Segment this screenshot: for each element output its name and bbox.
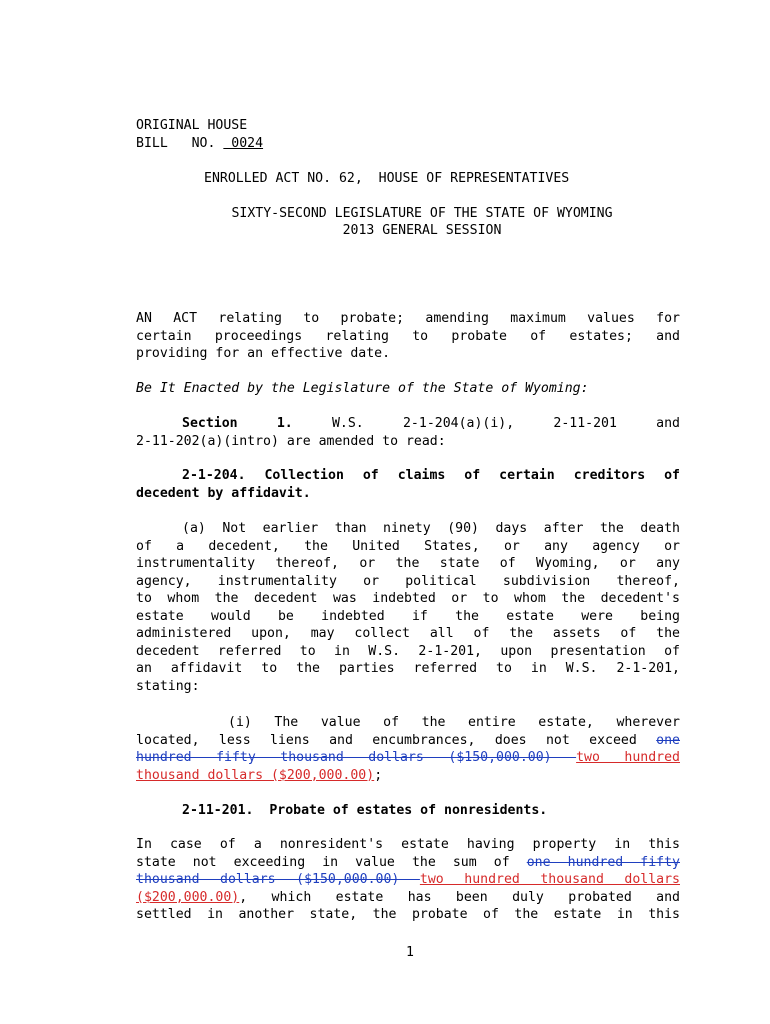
paragraph-line: settled in another state, the probate of the estate in this bbox=[136, 907, 680, 922]
paragraph-line bbox=[136, 749, 680, 767]
deleted-text: one hundred fifty bbox=[526, 854, 680, 870]
page-number: 1 bbox=[406, 945, 414, 960]
section-1-line: 2-11-202(a)(intro) are amended to read: bbox=[136, 433, 446, 449]
act-title bbox=[136, 310, 680, 363]
bill-label: BILL NO. bbox=[136, 136, 224, 151]
heading-line: 2-1-204. Collection of claims of certain creditors of bbox=[182, 468, 680, 483]
section-1-label: Section 1. bbox=[182, 416, 293, 431]
inserted-text: two hundred bbox=[576, 750, 680, 765]
deleted-text: thousand dollars ($150,000.00) bbox=[136, 872, 420, 887]
paragraph-line: to whom the decedent was indebted or to whom the decedent's bbox=[136, 591, 680, 606]
paragraph-line: In case of a nonresident's estate having property in this bbox=[136, 837, 680, 852]
section-1-line bbox=[136, 415, 680, 433]
paragraph-text: located, less liens and encumbrances, does not exceed bbox=[136, 732, 657, 748]
paragraph-line: instrumentality thereof, or the state of Wyoming, or any bbox=[136, 556, 680, 571]
paragraph-line bbox=[136, 871, 680, 889]
section-1 bbox=[136, 415, 680, 450]
paragraph-text: ; bbox=[374, 767, 383, 783]
paragraph-line: stating: bbox=[136, 678, 200, 694]
legislature-line: SIXTY-SECOND LEGISLATURE OF THE STATE OF WYOMING bbox=[231, 206, 613, 221]
deleted-text: one bbox=[656, 732, 680, 748]
paragraph-line: an affidavit to the parties referred to in W.S. 2-1-201, bbox=[136, 661, 680, 676]
inserted-text: two hundred thousand dollars bbox=[419, 872, 680, 887]
paragraph-line bbox=[136, 767, 680, 785]
bill-number: 0024 bbox=[223, 136, 264, 151]
act-title-line: providing for an effective date. bbox=[136, 346, 391, 361]
paragraph-2-11-201 bbox=[136, 836, 680, 924]
inserted-text: ($200,000.00) bbox=[136, 889, 240, 905]
paragraph-text: , which estate has been duly probated and bbox=[239, 889, 680, 905]
enacting-clause: Be It Enacted by the Legislature of the State of Wyoming: bbox=[136, 381, 589, 396]
paragraph-line bbox=[136, 889, 680, 907]
paragraph-line bbox=[136, 732, 680, 750]
paragraph-line: agency, instrumentality or political subdivision thereof, bbox=[136, 573, 680, 589]
act-title-line: AN ACT relating to probate; amending maximum values for bbox=[136, 311, 680, 326]
session-line: 2013 GENERAL SESSION bbox=[342, 223, 502, 238]
paragraph-line bbox=[136, 854, 680, 872]
paragraph-line: administered upon, may collect all of the assets of the bbox=[136, 626, 680, 641]
paragraph-line: (i) The value of the entire estate, wherever bbox=[228, 715, 680, 730]
deleted-text: hundred fifty thousand dollars ($150,000.00) bbox=[136, 750, 577, 765]
paragraph-line: decedent referred to in W.S. 2-1-201, upon presentation of bbox=[136, 643, 680, 659]
original-house-label: ORIGINAL HOUSE bbox=[136, 118, 248, 133]
paragraph-line: of a decedent, the United States, or any agency or bbox=[136, 538, 680, 554]
act-title-line: certain proceedings relating to probate of estates; and bbox=[136, 328, 680, 344]
heading-line: decedent by affidavit. bbox=[136, 485, 311, 501]
section-1-text: W.S. 2-1-204(a)(i), 2-11-201 and bbox=[331, 416, 680, 431]
bill-number-line bbox=[136, 135, 263, 152]
inserted-text: thousand dollars ($200,000.00) bbox=[136, 767, 375, 783]
paragraph-i bbox=[136, 714, 680, 784]
heading-2-1-204 bbox=[136, 467, 680, 502]
paragraph-line: estate would be indebted if the estate were being bbox=[136, 608, 680, 624]
paragraph-a bbox=[136, 520, 680, 695]
heading-2-11-201: 2-11-201. Probate of estates of nonresidents. bbox=[182, 803, 548, 818]
paragraph-text: state not exceeding in value the sum of bbox=[136, 854, 527, 870]
paragraph-line: (a) Not earlier than ninety (90) days after the death bbox=[182, 521, 680, 536]
enrolled-act-line: ENROLLED ACT NO. 62, HOUSE OF REPRESENTATIVES bbox=[204, 171, 570, 186]
